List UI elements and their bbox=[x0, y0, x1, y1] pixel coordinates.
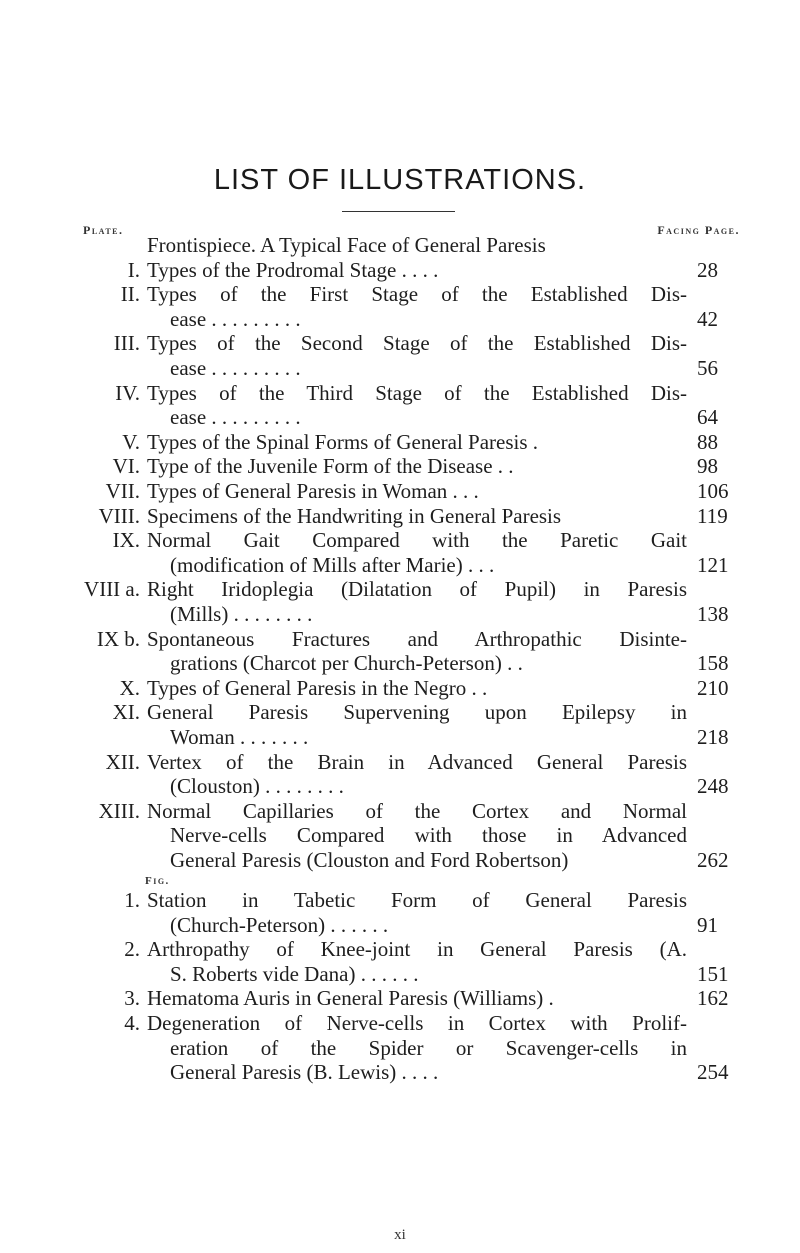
plate-page: 210 bbox=[697, 675, 729, 700]
plate-number: VIII. bbox=[98, 503, 140, 528]
plate-title: Nerve-cells Compared with those in Advanced bbox=[170, 823, 687, 848]
plate-number: IX b. bbox=[96, 626, 140, 651]
plate-number: IX. bbox=[112, 528, 140, 553]
plate-title: General Paresis Supervening upon Epilepsy in bbox=[147, 700, 687, 725]
figure-title: General Paresis (B. Lewis) . . . . bbox=[170, 1060, 439, 1085]
figure-page: 91 bbox=[697, 912, 718, 937]
plate-title: Right Iridoplegia (Dilatation of Pupil) in Paresis bbox=[147, 577, 687, 602]
plate-title: Types of the Second Stage of the Established Dis- bbox=[147, 331, 687, 356]
plate-page: 119 bbox=[697, 503, 728, 528]
plate-number: XIII. bbox=[98, 798, 140, 823]
figure-page: 151 bbox=[697, 961, 729, 986]
plate-title: (modification of Mills after Marie) . . . bbox=[170, 552, 495, 577]
plate-title: Types of the First Stage of the Established Dis- bbox=[147, 282, 687, 307]
plate-number: VII. bbox=[105, 479, 140, 503]
plate-title: Types of the Prodromal Stage . . . . bbox=[147, 257, 439, 282]
plate-title: Woman . . . . . . . bbox=[170, 725, 309, 749]
figure-title: Degeneration of Nerve-cells in Cortex with Prolif- bbox=[147, 1011, 687, 1035]
plate-title: Frontispiece. A Typical Face of General Paresis bbox=[147, 233, 546, 257]
figure-number: 3. bbox=[124, 986, 140, 1011]
plate-number: VI. bbox=[112, 454, 140, 479]
plate-title: Types of General Paresis in Woman . . . bbox=[147, 479, 479, 503]
plate-title: Types of the Third Stage of the Established Dis- bbox=[147, 380, 687, 405]
plate-title: ease . . . . . . . . . bbox=[170, 306, 301, 331]
figure-title: (Church-Peterson) . . . . . . bbox=[170, 912, 389, 937]
figure-number: 2. bbox=[124, 937, 140, 962]
plate-page: 98 bbox=[697, 454, 718, 479]
figure-number: 1. bbox=[124, 888, 140, 912]
plate-title: Types of General Paresis in the Negro . . bbox=[147, 675, 488, 700]
plate-title: Type of the Juvenile Form of the Disease . . bbox=[147, 454, 514, 479]
plate-page: 56 bbox=[697, 356, 718, 380]
plate-page: 106 bbox=[697, 479, 729, 503]
page-title: LIST OF ILLUSTRATIONS. bbox=[213, 164, 587, 196]
plate-number: III. bbox=[113, 331, 140, 356]
plate-title: ease . . . . . . . . . bbox=[170, 356, 301, 380]
plate-title: General Paresis (Clouston and Ford Robertson) bbox=[170, 848, 569, 872]
plate-title: Specimens of the Handwriting in General Paresis bbox=[147, 503, 562, 528]
figure-title: eration of the Spider or Scavenger-cells in bbox=[170, 1035, 687, 1060]
fig-header: Fig. bbox=[145, 875, 170, 887]
plate-number: I. bbox=[127, 257, 140, 282]
page-number: xi bbox=[394, 1227, 406, 1243]
plate-page: 121 bbox=[697, 552, 729, 577]
plate-page: 158 bbox=[697, 651, 729, 676]
title-rule bbox=[342, 211, 455, 212]
plate-title: Normal Gait Compared with the Paretic Gait bbox=[147, 528, 687, 553]
plate-number: VIII a. bbox=[84, 577, 140, 602]
figure-title: Hematoma Auris in General Paresis (Williams) . bbox=[147, 986, 554, 1011]
facing-page-header: Facing Page. bbox=[657, 223, 740, 237]
plate-title: Types of the Spinal Forms of General Paresis . bbox=[147, 429, 539, 454]
plate-page: 64 bbox=[697, 405, 718, 430]
plate-page: 42 bbox=[697, 306, 718, 331]
plate-title: (Mills) . . . . . . . . bbox=[170, 602, 313, 626]
plate-number: X. bbox=[119, 675, 140, 700]
plate-page: 138 bbox=[697, 602, 729, 626]
figure-page: 254 bbox=[697, 1060, 729, 1085]
plate-page: 248 bbox=[697, 774, 729, 799]
plate-header: Plate. bbox=[83, 223, 124, 237]
plate-page: 88 bbox=[697, 429, 718, 454]
plate-page: 262 bbox=[697, 848, 729, 872]
plate-number: XII. bbox=[105, 749, 140, 774]
plate-title: (Clouston) . . . . . . . . bbox=[170, 774, 344, 799]
plate-title: Vertex of the Brain in Advanced General Paresis bbox=[147, 749, 687, 774]
figure-page: 162 bbox=[697, 986, 729, 1011]
figure-number: 4. bbox=[124, 1011, 140, 1035]
plate-number: XI. bbox=[112, 700, 140, 725]
figure-title: Arthropathy of Knee-joint in General Paresis (A. bbox=[147, 937, 687, 962]
plate-page: 28 bbox=[697, 257, 718, 282]
plate-title: grations (Charcot per Church-Peterson) . . bbox=[170, 651, 523, 676]
plate-title: Normal Capillaries of the Cortex and Normal bbox=[147, 798, 687, 823]
plate-page: 218 bbox=[697, 725, 729, 749]
plate-number: IV. bbox=[115, 380, 140, 405]
plate-title: ease . . . . . . . . . bbox=[170, 405, 301, 430]
plate-number: V. bbox=[122, 429, 140, 454]
figure-title: Station in Tabetic Form of General Paresis bbox=[147, 888, 687, 912]
plate-number: II. bbox=[120, 282, 140, 307]
plate-title: Spontaneous Fractures and Arthropathic Disinte- bbox=[147, 626, 687, 651]
figure-title: S. Roberts vide Dana) . . . . . . bbox=[170, 961, 419, 986]
